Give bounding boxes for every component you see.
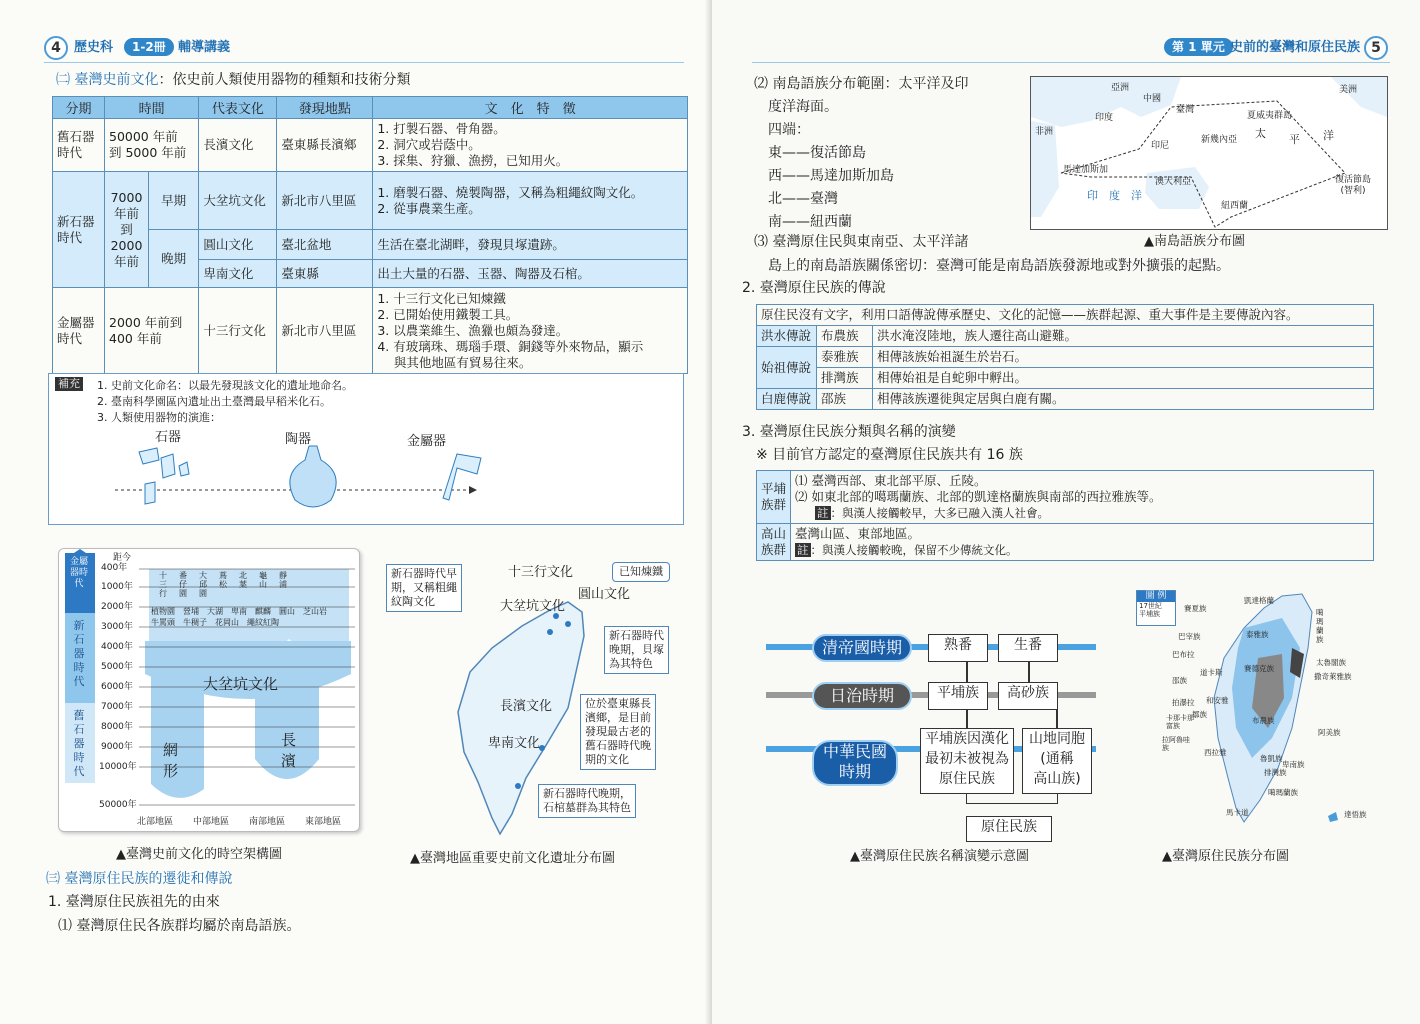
era-label-old-stone: 舊石器時代 <box>73 709 85 778</box>
tribe-label: 拉阿魯哇族 <box>1162 736 1190 752</box>
legend-content: 相傳該族始祖誕生於岩石。 <box>873 347 1374 368</box>
tool-evolution-illustration <box>109 444 489 514</box>
culture-label: 繩紋紅陶 <box>247 618 279 627</box>
tribe-label: 撒奇萊雅族 <box>1314 672 1352 681</box>
tribe-label: 布農族 <box>1252 716 1275 725</box>
note-text: 與漢人接觸較早，大多已融入漢人社會。 <box>842 506 1049 520</box>
legend-tribe: 排灣族 <box>817 368 873 389</box>
table-row <box>757 326 1374 347</box>
culture-label: 芝山岩 <box>303 607 327 616</box>
flow-box-roc-pingpu: 平埔族因漢化 最初未被視為 原住民族 <box>920 728 1014 794</box>
map-label: 中國 <box>1143 94 1162 104</box>
note-iron: 已知煉鐵 <box>612 562 670 582</box>
culture-label: 營埔 <box>183 607 199 616</box>
group-content-mountain <box>791 524 1374 561</box>
time-cell: 2000 年前到 400 年前 <box>105 288 199 374</box>
note-text: 與漢人接觸較晚，保留不少傳統文化。 <box>822 543 1018 557</box>
flow-box-gaosha: 高砂族 <box>998 682 1058 710</box>
unit-title: 史前的臺灣和原住民族 <box>1230 40 1361 55</box>
culture-label: 卑南 <box>231 607 247 616</box>
culture-label: 植物園 <box>151 607 175 616</box>
table-row <box>757 368 1374 389</box>
culture-label: 北葉 <box>239 571 247 589</box>
legend-item: 17世紀 平埔族 <box>1139 602 1162 618</box>
culture-label: 麒麟 <box>255 607 271 616</box>
region-label: 東部地區 <box>305 817 342 827</box>
tool-label-stone: 石器 <box>155 430 182 445</box>
y-tick: 7000年 <box>101 702 133 712</box>
tribe-label: 凱達格蘭 <box>1244 596 1274 605</box>
culture-label: 牛稠子 <box>183 618 207 627</box>
table-row <box>757 471 1374 524</box>
culture-cell: 大坌坑文化 <box>199 172 277 230</box>
y-tick: 400年 <box>101 563 128 573</box>
table-row <box>757 347 1374 368</box>
flow-caption: ▲臺灣原住民族名稱演變示意圖 <box>850 849 1029 864</box>
tribe-label: 魯凱族 <box>1260 754 1283 763</box>
y-tick: 3000年 <box>101 622 133 632</box>
legend-type: 洪水傳說 <box>757 326 817 347</box>
tribe-label: 鄒族 <box>1192 710 1207 719</box>
site-cell: 臺東縣長濱鄉 <box>277 119 373 172</box>
section-two-desc: ：依史前人類使用器物的種類和技術分類 <box>158 72 411 88</box>
tool-label-pottery: 陶器 <box>285 432 312 447</box>
time-cell: 7000 年前 到 2000 年前 <box>105 172 149 288</box>
map-label: 太 <box>1255 127 1266 140</box>
tribe-label: 巴布拉 <box>1172 650 1195 659</box>
map-label-dabenkeng: 大坌坑文化 <box>500 599 566 614</box>
item-1-1: ⑴ 臺灣原住民各族群均屬於南島語族。 <box>58 918 301 934</box>
map-label: 新幾內亞 <box>1201 135 1238 145</box>
flow-box-final: 原住民族 <box>966 816 1052 842</box>
flow-connector <box>1028 662 1030 682</box>
culture-cell: 圓山文化 <box>199 230 277 260</box>
map-label: 印度 <box>1095 113 1114 123</box>
culture-label: 大湖 <box>207 607 223 616</box>
y-tick: 6000年 <box>101 682 133 692</box>
flow-connector <box>966 662 968 682</box>
map-label-yuanshan: 圓山文化 <box>578 587 631 602</box>
header-title: 輔導講義 <box>178 40 231 55</box>
table-header: 時間 <box>105 97 199 119</box>
prehistoric-culture-table <box>52 96 688 374</box>
feature-cell <box>373 172 688 230</box>
y-tick: 4000年 <box>101 642 133 652</box>
tribe-label: 太魯閣族 <box>1316 658 1346 667</box>
map-label-shisanhang: 十三行文化 <box>508 565 574 580</box>
tribe-label: 道卡斯 <box>1200 668 1223 677</box>
culture-label: 圓山 <box>279 607 295 616</box>
flow-box-pingpu: 平埔族 <box>928 682 988 710</box>
y-tick: 2000年 <box>101 602 133 612</box>
note-early-new-stone: 新石器時代早 期，又稱粗繩 紋陶文化 <box>386 564 462 612</box>
flow-connector <box>1056 710 1058 728</box>
map-label: 復活節島 (智利) <box>1335 175 1372 196</box>
tribe-label: 達悟族 <box>1344 810 1367 819</box>
tribe-label: 拍瀑拉 <box>1172 698 1195 707</box>
table-header: 代表文化 <box>199 97 277 119</box>
stone-tool-icon <box>179 462 189 476</box>
site-marker-yuanshan <box>565 621 571 627</box>
map-label: 洋 <box>1323 129 1334 142</box>
text-line: 四端： <box>754 122 810 138</box>
group-content-plains <box>791 471 1374 524</box>
map-label-changbin: 長濱文化 <box>500 699 553 714</box>
flow-box-shengfan: 生番 <box>998 634 1058 662</box>
legend-type: 白鹿傳說 <box>757 389 817 410</box>
australia-landmass <box>1145 167 1209 209</box>
culture-label: 牛罵頭 <box>151 618 175 627</box>
table-row <box>757 305 1374 326</box>
classification-table <box>756 470 1374 561</box>
map-label: 澳大利亞 <box>1155 177 1192 187</box>
text-line: 南——紐西蘭 <box>754 214 852 230</box>
legend-content: 相傳該族遷徙與定居與白鹿有關。 <box>873 389 1374 410</box>
feature-line: 與其他地區有貿易往來。 <box>377 354 532 370</box>
feature-cell: 生活在臺北湖畔，發現貝塚遺跡。 <box>373 230 688 260</box>
phase-cell: 早期 <box>149 172 199 230</box>
era-label-new-stone: 新石器時代 <box>73 619 85 688</box>
table-header: 文 化 特 徵 <box>373 97 688 119</box>
culture-cell: 長濱文化 <box>199 119 277 172</box>
classification-title: 3. 臺灣原住民族分類與名稱的演變 <box>742 424 956 440</box>
table-row <box>53 230 688 260</box>
tribe-label: 賽夏族 <box>1184 604 1207 613</box>
austronesian-map-svg <box>1031 77 1387 229</box>
text-line: 度洋海面。 <box>754 99 838 115</box>
culture-label: 蔦松 <box>219 571 227 589</box>
region-label: 中部地區 <box>193 817 230 827</box>
content-line: ⑵ 如東北部的噶瑪蘭族、北部的凱達格蘭族與南部的西拉雅族等。 <box>795 489 1162 504</box>
supplement-line: 3. 人類使用器物的演進： <box>97 411 221 424</box>
header-rule <box>752 62 1390 63</box>
feature-line: 2. 洞穴或岩蔭中。 <box>377 137 481 152</box>
orchid-island <box>1328 812 1338 822</box>
legend-content: 相傳始祖是自蛇卵中孵出。 <box>873 368 1374 389</box>
table-row <box>53 172 688 230</box>
culture-label: 大邱園 <box>199 571 207 598</box>
arrow-head <box>469 486 477 494</box>
era-label-metal: 金屬器時代 <box>70 557 89 589</box>
section-two-heading <box>56 72 410 89</box>
y-tick: 8000年 <box>101 722 133 732</box>
site-marker-beinan <box>515 783 521 789</box>
site-cell: 新北市八里區 <box>277 172 373 230</box>
table-header: 分期 <box>53 97 105 119</box>
tribe-label: 馬卡道 <box>1226 808 1249 817</box>
section-two-title: ㈡ 臺灣史前文化 <box>56 72 159 88</box>
stone-tool-icon <box>139 448 159 464</box>
tribe-label: 巴宰族 <box>1178 632 1201 641</box>
culture-label: 龜山 <box>259 571 267 589</box>
supplement-line: 1. 史前文化命名：以最先發現該文化的遺址地命名。 <box>97 379 353 392</box>
site-marker-dabenkeng <box>547 629 553 635</box>
flow-merge-connector <box>966 794 1058 804</box>
legend-tribe: 泰雅族 <box>817 347 873 368</box>
y-tick: 距今 <box>113 553 132 563</box>
map-label: 印 度 洋 <box>1087 189 1142 202</box>
feature-cell <box>373 119 688 172</box>
culture-label: 花岡山 <box>215 618 239 627</box>
site-cell: 新北市八里區 <box>277 288 373 374</box>
region-label: 南部地區 <box>249 817 286 827</box>
flow-box-shufan: 熟番 <box>928 634 988 662</box>
top-culture-labels <box>159 571 359 598</box>
legend-tribe: 邵族 <box>817 389 873 410</box>
distribution-map <box>1132 588 1372 838</box>
content-line: ⑴ 臺灣西部、東北部平原、丘陵。 <box>795 473 987 488</box>
supplement-label: 補充 <box>55 377 83 391</box>
header-volume: 1-2冊 <box>124 38 174 56</box>
content-note: 註 ：與漢人接觸較早，大多已融入漢人社會。 <box>817 506 1049 520</box>
stone-tool-icon <box>161 454 175 478</box>
y-tick: 9000年 <box>101 742 133 752</box>
tribe-label: 卡那卡那富族 <box>1166 714 1194 730</box>
map-label: 印尼 <box>1151 141 1170 151</box>
feature-line: 2. 從事農業生產。 <box>377 200 481 216</box>
table-header: 發現地點 <box>277 97 373 119</box>
culture-label: 十三行 <box>159 571 167 598</box>
note-beinan: 新石器時代晚期， 石棺墓群為其特色 <box>538 784 636 818</box>
flow-box-roc-mountain: 山地同胞 (通稱 高山族) <box>1022 728 1092 794</box>
austronesian-text <box>754 73 968 234</box>
group-label-plains: 平埔 族群 <box>757 471 791 524</box>
tribe-label: 噶瑪蘭族 <box>1268 788 1298 797</box>
legend-content: 洪水淹沒陸地，族人遷往高山避難。 <box>873 326 1374 347</box>
big-label-wangxing: 網形 <box>163 741 179 780</box>
legend-type: 始祖傳說 <box>757 347 817 389</box>
text-line: 西——馬達加斯加島 <box>754 168 894 184</box>
supplement-line: 2. 臺南科學園區內遺址出土臺灣最早稻米化石。 <box>97 395 331 408</box>
map-label: 非洲 <box>1035 127 1054 137</box>
era-roc: 中華民國 時期 <box>812 740 898 786</box>
name-evolution-diagram <box>756 596 1100 846</box>
text-line: 東——復活節島 <box>754 145 866 161</box>
item-1: 1. 臺灣原住民族祖先的由來 <box>48 894 220 910</box>
legends-table <box>756 304 1374 410</box>
note-changbin: 位於臺東縣長 濱鄉，是目前 發現最古老的 舊石器時代晚 期的文化 <box>580 694 656 770</box>
note-late-new-stone: 新石器時代 晚期，貝塚 為其特色 <box>604 626 669 674</box>
map-legend <box>1136 590 1176 626</box>
tribe-label: 泰雅族 <box>1246 630 1269 639</box>
big-label-changbin: 長濱 <box>281 731 297 770</box>
feature-line: 1. 打製石器、骨角器。 <box>377 121 506 136</box>
legend-title: 圖 例 <box>1137 591 1175 602</box>
group-label-mountain: 高山 族群 <box>757 524 791 561</box>
table-row <box>53 288 688 374</box>
austronesian-map-caption: ▲南島語族分布圖 <box>1144 234 1245 249</box>
table-row <box>757 524 1374 561</box>
culture-cell: 十三行文化 <box>199 288 277 374</box>
feature-line: 1. 十三行文化已知煉鐵 <box>377 290 506 306</box>
map-label: 美洲 <box>1339 85 1358 95</box>
y-tick: 50000年 <box>99 800 137 810</box>
feature-line: 3. 以農業維生、漁獵也頗為發達。 <box>377 322 569 338</box>
table-row <box>53 119 688 172</box>
text-line: ⑵ 南島語族分布範圍：太平洋及印 <box>754 76 969 92</box>
culture-label: 番仔園 <box>179 571 187 598</box>
legends-title: 2. 臺灣原住民族的傳說 <box>742 280 886 296</box>
region-label: 北部地區 <box>137 817 174 827</box>
tool-label-metal: 金屬器 <box>407 434 447 449</box>
phase-cell: 晚期 <box>149 230 199 288</box>
culture-label: 靜浦 <box>279 571 287 589</box>
period-cell: 新石器 時代 <box>53 172 105 288</box>
unit-pill: 第 1 單元 <box>1164 38 1233 56</box>
site-cell: 臺北盆地 <box>277 230 373 260</box>
flow-connector <box>966 710 968 728</box>
map-label: 平 <box>1289 133 1300 146</box>
feature-line: 3. 採集、狩獵、漁撈，已知用火。 <box>377 153 569 168</box>
y-tick: 5000年 <box>101 662 133 672</box>
culture-cell: 卑南文化 <box>199 260 277 288</box>
feature-cell: 出土大量的石器、玉器、陶器及石棺。 <box>373 260 688 288</box>
right-page <box>712 0 1420 1024</box>
tribe-label: 和安雅 <box>1206 696 1229 705</box>
header-subject: 歷史科 <box>74 40 114 55</box>
mid-culture-labels <box>151 607 355 627</box>
map-label: 臺灣 <box>1176 105 1195 115</box>
map-label: 馬達加斯加 <box>1063 165 1109 175</box>
tribe-label: 賽德克族 <box>1244 664 1274 673</box>
timeline-caption: ▲臺灣史前文化的時空架構圖 <box>116 847 282 862</box>
feature-cell <box>373 288 688 374</box>
note-mark: 註 <box>797 543 809 557</box>
legend-tribe: 布農族 <box>817 326 873 347</box>
table-row <box>757 389 1374 410</box>
austronesian-point-3: ⑶ 臺灣原住民與東南亞、太平洋諸 <box>754 234 969 250</box>
text-line: 北——臺灣 <box>754 191 838 207</box>
legends-intro: 原住民沒有文字，利用口語傳說傳承歷史、文化的記憶——族群起源、重大事件是主要傳說內容。 <box>757 305 1374 326</box>
page-number: 5 <box>1364 36 1388 60</box>
feature-line: 4. 有玻璃珠、瑪瑙手環、銅錢等外來物品，顯示 <box>377 338 644 354</box>
time-cell: 50000 年前 到 5000 年前 <box>105 119 199 172</box>
table-header-row <box>53 97 688 119</box>
site-map-caption: ▲臺灣地區重要史前文化遺址分布圖 <box>410 851 615 866</box>
big-label-dabenkeng: 大坌坑文化 <box>203 675 279 693</box>
content-note: 註 ：與漢人接觸較晚，保留不少傳統文化。 <box>797 543 1018 557</box>
tribe-label: 噶瑪蘭族 <box>1316 608 1324 644</box>
tribe-label: 卑南族 <box>1282 760 1305 769</box>
map-label: 亞洲 <box>1111 83 1130 93</box>
y-tick: 1000年 <box>101 582 133 592</box>
supplement-box <box>48 373 684 525</box>
site-cell: 臺東縣 <box>277 260 373 288</box>
classification-note: ※ 目前官方認定的臺灣原住民族共有 16 族 <box>756 447 1023 463</box>
feature-line: 1. 磨製石器、燒製陶器，又稱為粗繩紋陶文化。 <box>377 184 644 200</box>
tribe-label: 排灣族 <box>1264 768 1287 777</box>
map-label: 夏威夷群島 <box>1247 111 1293 121</box>
y-tick: 10000年 <box>99 762 137 772</box>
metal-tool-icon <box>443 454 481 500</box>
page-number: 4 <box>44 36 68 60</box>
tribe-label: 西拉雅 <box>1204 748 1227 757</box>
map-label-beinan: 卑南文化 <box>488 736 541 751</box>
era-qing: 清帝國時期 <box>812 634 912 662</box>
austronesian-point-3b: 島上的南島語族關係密切：臺灣可能是南島語族發源地或對外擴張的起點。 <box>754 258 1230 274</box>
feature-line: 2. 已開始使用鐵製工具。 <box>377 306 519 322</box>
tribe-label: 邵族 <box>1172 676 1187 685</box>
america-landmass <box>1331 77 1387 117</box>
austronesian-map <box>1030 76 1388 230</box>
stone-tool-icon <box>145 482 155 504</box>
map-label: 紐西蘭 <box>1221 201 1249 211</box>
timeline-chart <box>58 548 360 832</box>
period-cell: 舊石器 時代 <box>53 119 105 172</box>
period-cell: 金屬器 時代 <box>53 288 105 374</box>
note-mark: 註 <box>817 506 829 520</box>
header-rule <box>44 62 684 63</box>
content-line: 臺灣山區、東部地區。 <box>795 526 921 541</box>
tribe-label: 阿美族 <box>1318 728 1341 737</box>
pottery-icon <box>290 446 336 507</box>
era-japan: 日治時期 <box>812 682 912 710</box>
distribution-map-caption: ▲臺灣原住民族分布圖 <box>1162 849 1289 864</box>
section-three-title: ㈢ 臺灣原住民族的遷徙和傳說 <box>46 871 233 887</box>
